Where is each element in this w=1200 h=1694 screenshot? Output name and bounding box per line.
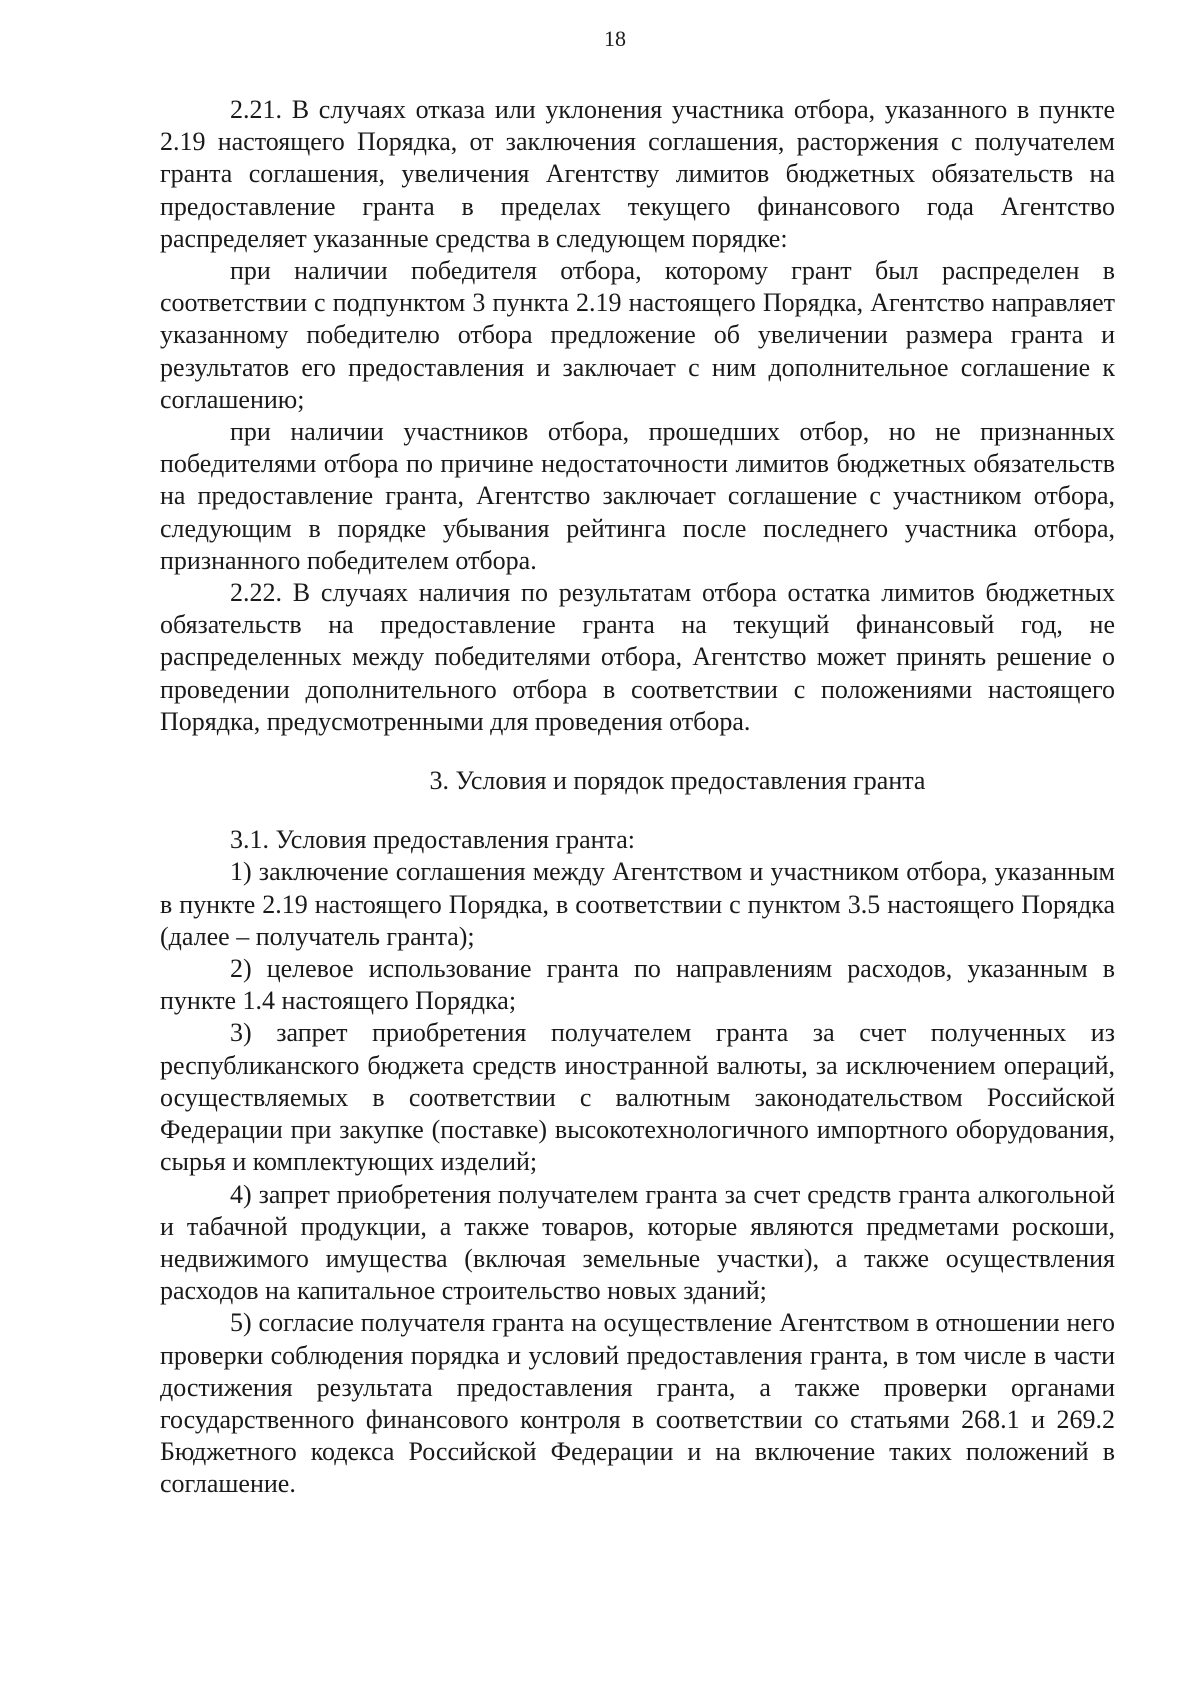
page-number: 18 (604, 26, 626, 51)
section-heading: 3. Условия и порядок предоставления гранта (429, 766, 926, 796)
list-item-1: 1) заключение соглашения между Агентством и участником отбора, указанным в пункте 2.19 настоящего Порядка, в соответствии с пунктом 3.5 настоящего Порядка (далее – получатель гранта); (160, 857, 1115, 951)
paragraph-2-21-option-participants: при наличии участников отбора, прошедших отбор, но не признанных победителями отбора по причине недостаточности лимитов бюджетных обязательств на предоставление гранта, Агентство заключает соглашение с участником отбора, следующим в порядке убывания рейтинга после последнего участника отбора, признанного победителем отбора. (160, 417, 1115, 575)
paragraph-2-21-option-winner: при наличии победителя отбора, которому грант был распределен в соответствии с подпунктом 3 пункта 2.19 настоящего Порядка, Агентство направляет указанному победителю отбора предложение об увеличении размера гранта и результатов его предоставления и заключает с ним дополнительное соглашение к соглашению; (160, 256, 1115, 414)
list-item-3: 3) запрет приобретения получателем гранта за счет полученных из республиканского бюджета средств иностранной валюты, за исключением операций, осуществляемых в соответствии с валютным законодательством Российской Федерации при закупке (поставке) высокотехнологичного импортного оборудования, сырья и комплектующих изделий; (160, 1018, 1115, 1177)
paragraph-3-1: 3.1. Условия предоставления гранта: (230, 825, 635, 855)
list-item-2: 2) целевое использование гранта по направлениям расходов, указанным в пункте 1.4 настоящего Порядка; (160, 954, 1115, 1016)
paragraph-2-21: 2.21. В случаях отказа или уклонения участника отбора, указанного в пункте 2.19 настоящего Порядка, от заключения соглашения, расторжения с получателем гранта соглашения, увеличения Агентству лимитов бюджетных обязательств на предоставление гранта в пределах текущего финансового года Агентство распределяет указанные средства в следующем порядке: (160, 95, 1115, 253)
list-item-4: 4) запрет приобретения получателем гранта за счет средств гранта алкогольной и табачной продукции, а также товаров, которые являются предметами роскоши, недвижимого имущества (включая земельные участки), а также осуществления расходов на капитальное строительство новых зданий; (160, 1179, 1115, 1306)
paragraph-2-22: 2.22. В случаях наличия по результатам отбора остатка лимитов бюджетных обязательств на предоставление гранта на текущий финансовый год, не распределенных между победителями отбора, Агентство может принять решение о проведении дополнительного отбора в соответствии с положениями настоящего Порядка, предусмотренными для проведения отбора. (160, 578, 1115, 736)
document-body (160, 94, 1115, 1501)
list-item-5: 5) согласие получателя гранта на осуществление Агентством в отношении него проверки соблюдения порядка и условий предоставления гранта, в том числе в части достижения результата предоставления гранта, а также проверки органами государственного финансового контроля в соответствии со статьями 268.1 и 269.2 Бюджетного кодекса Российской Федерации и на включение таких положений в соглашение. (160, 1308, 1115, 1499)
